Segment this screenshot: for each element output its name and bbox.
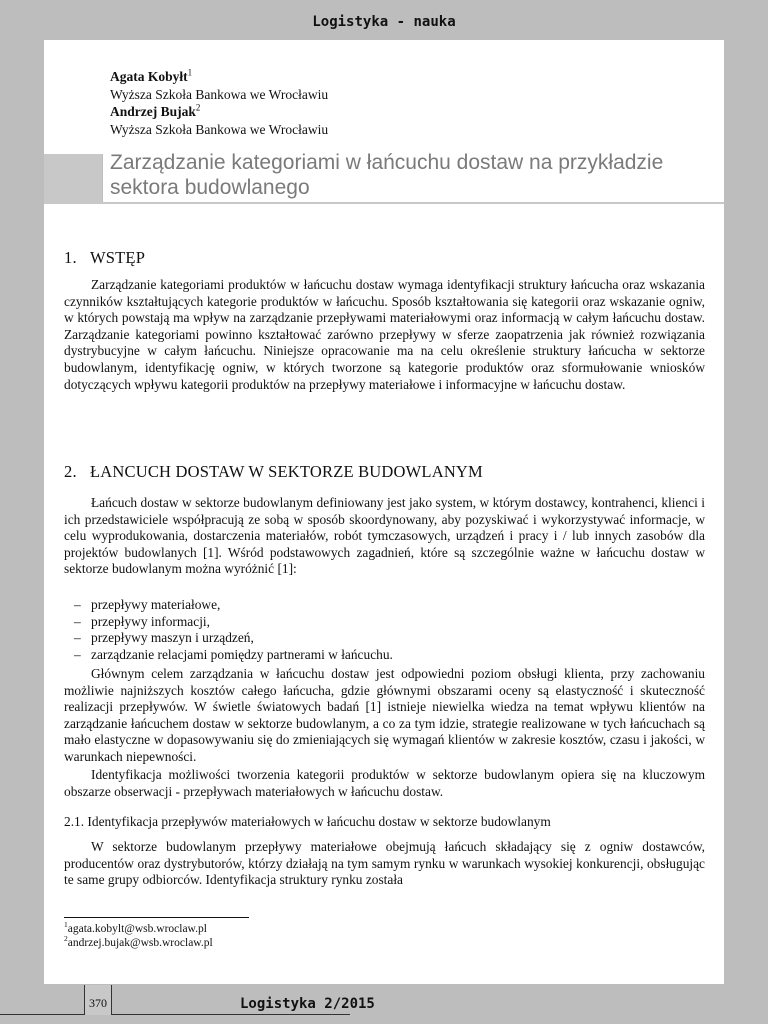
title-band-underline xyxy=(102,202,724,204)
title-band-bar xyxy=(44,154,102,204)
author-block xyxy=(110,68,328,138)
footnote-mark-1: 1 xyxy=(187,67,193,78)
author-name-2: Andrzej Bujak xyxy=(110,104,196,120)
author-affiliation-2: Wyższa Szkoła Bankowa we Wrocławiu xyxy=(110,121,329,137)
section-1-paragraph: Zarządzanie kategoriami produktów w łańcuchu dostaw wymaga identyfikacji struktury łańcucha oraz wskazania czynników kształtujących kategorie produktów w łańcuchu. Sposób kształtowania się kategorii oraz wskazanie ogniw, w których powstają ma wpływ na zarządzanie przepływami materiałowymi oraz informacją w całym łańcuchu dostaw. Zarządzanie kategoriami powinno kształtować zarówno przepływy w sferze zaopatrzenia jak również rozwiązania dystrybucyjne w całym łańcuchu. Niniejsze opracowanie ma na celu określenie struktury łańcucha w sektorze budowlanym, identyfikację ogniw, w których tworzone są kategorie produktów oraz sformułowanie wniosków dotyczących wpływu kategorii produktów na przepływy materiałowe i informacyjne w łańcuchu dostaw. xyxy=(64,277,705,392)
page-number: 370 xyxy=(84,985,112,1015)
author-name-1: Agata Kobyłt xyxy=(110,69,188,84)
author-affiliation-1: Wyższa Szkoła Bankowa we Wrocławiu xyxy=(110,86,329,102)
section-2-heading xyxy=(64,462,483,482)
footnotes xyxy=(64,922,213,950)
footnote-mark-2: 2 xyxy=(195,102,201,113)
section-1-title: WSTĘP xyxy=(90,248,146,267)
list-item: – przepływy informacji, xyxy=(74,613,210,629)
section-2-paragraph-3: Identyfikacja możliwości tworzenia kategorii produktów w sektorze budowlanym opiera się na kluczowym obszarze obserwacji - przepływach materiałowych w łańcuchu dostaw. xyxy=(64,767,705,799)
list-item: – przepływy maszyn i urządzeń, xyxy=(74,630,254,646)
list-item: – przepływy materiałowe, xyxy=(74,597,221,612)
subsection-2-1-heading: 2.1. Identyfikacja przepływów materiałowych w łańcuchu dostaw w sektorze budowlanym xyxy=(64,814,551,829)
list-item: – zarządzanie relacjami pomiędzy partnerami w łańcuchu. xyxy=(74,646,393,662)
document-page xyxy=(44,40,724,984)
issue-footer: Logistyka 2/2015 xyxy=(240,996,375,1012)
bullet-list xyxy=(64,597,705,663)
footnote-1: $^1$agata.kobylt@wsb.wroclaw.pl xyxy=(64,920,207,935)
section-1-heading xyxy=(64,248,145,268)
footnote-separator xyxy=(64,917,249,918)
section-2-title: ŁANCUCH DOSTAW W SEKTORZE BUDOWLANYM xyxy=(90,462,483,481)
section-2-number: 2. xyxy=(64,462,77,481)
journal-header: Logistyka - nauka xyxy=(312,14,456,30)
footer-rule xyxy=(0,1014,350,1015)
section-2-paragraph-1: Łańcuch dostaw w sektorze budowlanym definiowany jest jako system, w którym dostawcy, kontrahenci, klienci i ich przedstawiciele współpracują ze sobą w sposób skoordynowany, aby pozyskiwać i wykorzystywać informacje, w celu wyprodukowania, dostarczenia materiałów, robót tymczasowych, urządzeń i pracy i / lub innych zasobów dla projektów budowlanych [1]. Wśród podstawowych zagadnień, które są szczególnie ważne w łańcuchu dostaw w sektorze budowlanym można wyróżnić [1]: xyxy=(64,495,705,577)
section-1-number: 1. xyxy=(64,248,77,267)
section-2-paragraph-2: Głównym celem zarządzania w łańcuchu dostaw jest odpowiedni poziom obsługi klienta, przy zachowaniu możliwie najniższych kosztów całego łańcucha, gdzie głównymi obszarami oceny są elastyczność i skuteczność realizacji przepływów. W świetle światowych badań [1] istnieje niewielka wiedza na temat wpływu klientów na zarządzanie łańcuchem dostaw w sektorze budowlanym, a co za tym idzie, strategie realizowane w tych łańcuchach są mało elastyczne w dopasowywaniu się do zmieniających się wymagań klientów w zakresie kosztów, czasu i jakości, w warunkach niepewności. xyxy=(64,666,705,764)
section-2-1-paragraph: W sektorze budowlanym przepływy materiałowe obejmują łańcuch składający się z ogniw dostawców, producentów oraz dystrybutorów, którzy działają na tym samym rynku w warunkach wysokiej konkurencji, obsługując te same grupy odbiorców. Identyfikacja struktury rynku została xyxy=(64,839,705,888)
footnote-2: $^2$andrzej.bujak@wsb.wroclaw.pl xyxy=(64,934,213,949)
paper-title: Zarządzanie kategoriami w łańcuchu dostaw na przykładzie sektora budowlanego xyxy=(110,151,664,199)
